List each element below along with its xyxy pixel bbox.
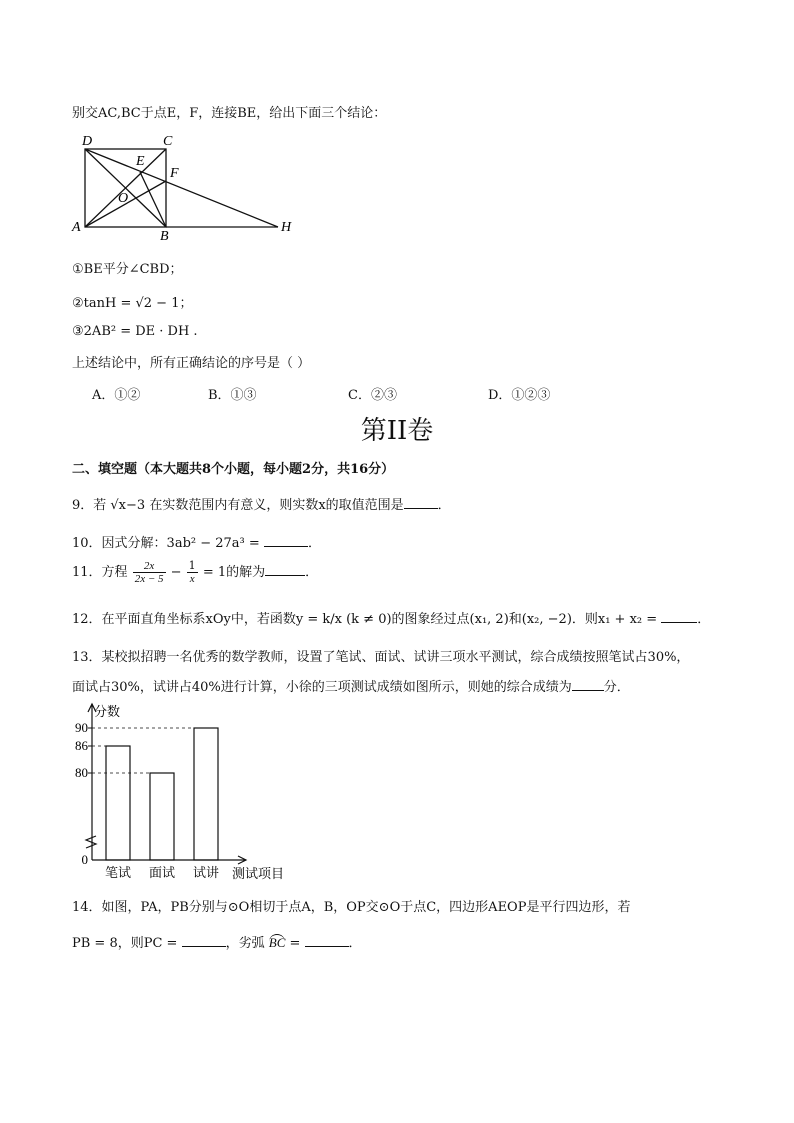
option-d: D．①②③ — [488, 388, 551, 403]
label-f: F — [170, 166, 179, 181]
q14-text-a: PB = 8，则PC = — [72, 936, 178, 951]
label-e: E — [136, 154, 145, 169]
option-b: B．①③ — [208, 388, 257, 403]
question-10: 10．因式分解：3ab² − 27a³ = ． — [72, 536, 321, 551]
option-c: C．②③ — [348, 388, 397, 403]
question-14-line-1: 14．如图，PA，PB分别与⊙O相切于点A，B，OP交⊙O于点C，四边形AEOP是平行四边形，若 — [72, 900, 631, 915]
intro-line: 别交AC,BC于点E，F，连接BE，给出下面三个结论： — [72, 106, 387, 121]
y-tick-label: 86 — [75, 738, 88, 753]
y-tick-label: 90 — [75, 720, 88, 735]
option-a: A．①② — [92, 388, 141, 403]
question-13-line-1: 13．某校拟招聘一名优秀的数学教师，设置了笔试、面试、试讲三项水平测试，综合成绩按照笔试占30%， — [72, 650, 690, 665]
label-d: D — [82, 134, 93, 149]
question-14-line-2: PB = 8，则PC = ，劣弧 BC = ． — [72, 935, 362, 951]
q13-unit: 分． — [603, 680, 630, 695]
x-tick-label: 试讲 — [192, 865, 220, 880]
label-c: C — [163, 134, 173, 149]
label-b: B — [160, 229, 169, 243]
q11-fraction-1: $\frac{2x}{2x - 5}$ — [134, 560, 164, 585]
section-title: 第II卷 — [360, 416, 434, 446]
q10-answer-blank[interactable] — [264, 534, 308, 547]
q12-text: 12．在平面直角坐标系xOy中，若函数y = k/x (k ≠ 0)的图象经过点(x₁, 2)和(x₂, −2)．则x₁ + x₂ = — [72, 612, 658, 627]
q11-answer-blank[interactable] — [265, 563, 305, 576]
q11-fraction-2: $\frac{1}{x}$ — [188, 559, 196, 585]
x-tick-label: 面试 — [148, 865, 176, 880]
geometry-figure — [66, 128, 306, 243]
y-axis-label: 分数 — [94, 704, 121, 719]
conclusion-2: ②tanH = √2 − 1； — [72, 296, 193, 311]
q11-suffix: = 1的解为 — [202, 565, 266, 580]
q12-answer-blank[interactable] — [661, 610, 697, 623]
x-tick-label: 笔试 — [104, 865, 132, 880]
label-a: A — [72, 220, 81, 235]
arc-label: BC — [268, 935, 286, 950]
q9-answer-blank[interactable] — [404, 496, 438, 509]
section-header: 二、填空题（本大题共8个小题，每小题2分，共16分） — [72, 462, 395, 477]
q13-line2-text: 面试占30%，试讲占40%进行计算，小徐的三项测试成绩如图所示，则她的综合成绩为 — [72, 680, 572, 695]
q14-pc-blank[interactable] — [182, 934, 226, 947]
y-tick-label: 0 — [81, 852, 88, 867]
question-prompt: 上述结论中，所有正确结论的序号是（ ） — [72, 356, 311, 371]
q14-text-c: = — [285, 936, 301, 951]
q14-text-b: ，劣弧 — [225, 936, 265, 951]
q14-arc — [269, 936, 286, 951]
question-11: 11．方程 $\frac{2x}{2x - 5}$ − $\frac{1}{x}$ = 1的解为 ． — [72, 559, 319, 585]
score-bar-chart — [70, 700, 330, 885]
q9-text: 9．若 √x−3 在实数范围内有意义，则实数x的取值范围是 — [72, 498, 404, 513]
label-h: H — [281, 220, 292, 235]
label-o: O — [118, 191, 129, 206]
axis-break-mark — [86, 836, 96, 848]
bar-笔试 — [106, 746, 130, 860]
x-axis-label: 测试项目 — [232, 866, 285, 881]
q10-text: 10．因式分解：3ab² − 27a³ = — [72, 536, 260, 551]
bar-面试 — [150, 773, 174, 860]
conclusion-3: ③2AB² = DE · DH . — [72, 324, 198, 339]
bar-试讲 — [194, 728, 218, 860]
q13-answer-blank[interactable] — [572, 678, 604, 691]
q11-prefix: 11．方程 — [72, 565, 128, 580]
y-tick-label: 80 — [75, 765, 88, 780]
q14-arc-blank[interactable] — [305, 934, 349, 947]
conclusion-1: ①BE平分∠CBD； — [72, 262, 183, 277]
question-12: 12．在平面直角坐标系xOy中，若函数y = k/x (k ≠ 0)的图象经过点(x₁, 2)和(x₂, −2)．则x₁ + x₂ = ． — [72, 612, 711, 627]
question-9: 9．若 √x−3 在实数范围内有意义，则实数x的取值范围是 ． — [72, 498, 451, 513]
question-13-line-2 — [72, 676, 630, 695]
